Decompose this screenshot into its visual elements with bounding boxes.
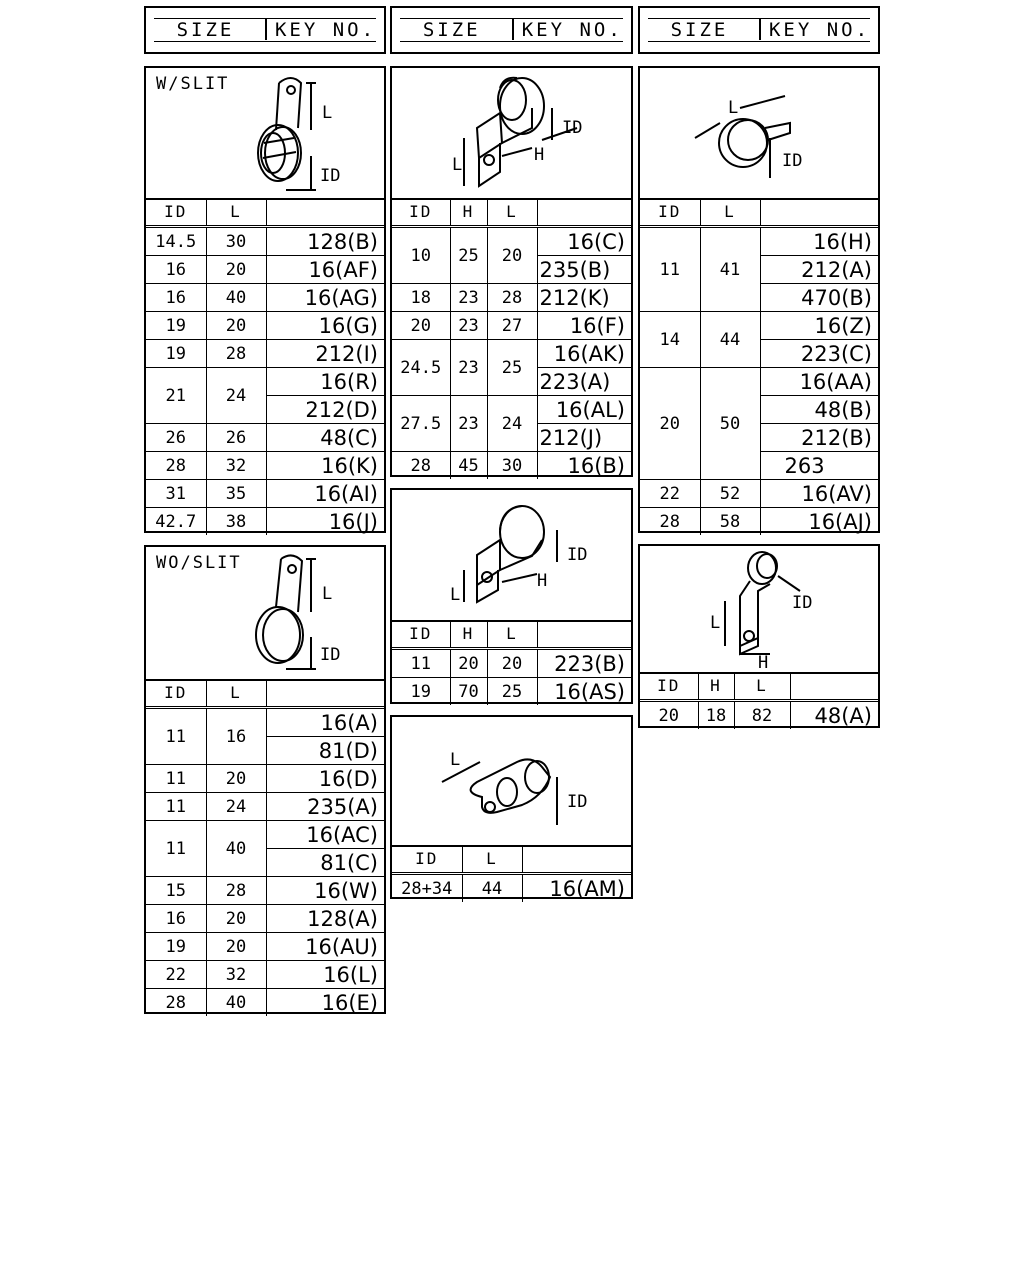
size-cell: 16 xyxy=(206,708,266,765)
key-no-cell: 48(B) xyxy=(760,396,878,424)
key-no-cell: 16(A) xyxy=(266,708,384,737)
size-cell: 23 xyxy=(450,396,487,452)
size-cell: 20 xyxy=(206,905,266,933)
size-cell: 16 xyxy=(146,284,206,312)
dim-id-label: ID xyxy=(562,118,583,138)
size-cell: 40 xyxy=(206,989,266,1017)
size-cell: 40 xyxy=(206,821,266,877)
size-cell: 22 xyxy=(146,961,206,989)
table-row xyxy=(392,312,631,340)
clip-with-slit-diagram xyxy=(146,68,384,200)
key-no-cell: 16(AF) xyxy=(266,256,384,284)
key-no-cell: 16(AV) xyxy=(760,480,878,508)
key-no-cell: 212(B) xyxy=(760,424,878,452)
dim-l-label: L xyxy=(450,585,461,605)
size-cell: 21 xyxy=(146,368,206,424)
size-cell: 32 xyxy=(206,961,266,989)
panel-bracket-clip-2 xyxy=(390,488,633,704)
table-row xyxy=(392,340,631,368)
panel-clip-without-slit xyxy=(144,545,386,1014)
table-row xyxy=(146,961,384,989)
key-no-cell: 16(Z) xyxy=(760,312,878,340)
size-cell: 11 xyxy=(146,821,206,877)
size-cell: 28 xyxy=(487,284,537,312)
size-cell: 20 xyxy=(206,933,266,961)
size-cell: 24 xyxy=(487,396,537,452)
key-no-cell: 16(AK) xyxy=(537,340,631,368)
size-cell: 45 xyxy=(450,452,487,480)
clip-without-slit-diagram xyxy=(146,547,384,681)
table-row xyxy=(640,227,878,256)
size-cell: 19 xyxy=(392,678,450,706)
dim-l-label: L xyxy=(450,750,461,770)
key-no-cell: 16(W) xyxy=(266,877,384,905)
table-row xyxy=(640,701,878,730)
key-no-cell: 48(C) xyxy=(266,424,384,452)
size-cell: 19 xyxy=(146,312,206,340)
col-key-no xyxy=(266,198,384,227)
key-no-cell: 16(L) xyxy=(266,961,384,989)
key-no-header: KEY NO. xyxy=(274,19,377,41)
key-no-cell: 16(J) xyxy=(266,508,384,536)
size-cell: 20 xyxy=(392,312,450,340)
dim-id-label: ID xyxy=(567,792,588,812)
size-cell: 27.5 xyxy=(392,396,450,452)
clip-with-slit-table xyxy=(146,198,384,535)
size-cell: 16 xyxy=(146,256,206,284)
size-cell: 18 xyxy=(698,701,734,730)
size-cell: 42.7 xyxy=(146,508,206,536)
size-cell: 44 xyxy=(700,312,760,368)
table-row xyxy=(146,284,384,312)
key-no-cell: 212(J) xyxy=(537,424,631,452)
table-row xyxy=(392,227,631,256)
key-no-cell: 16(AG) xyxy=(266,284,384,312)
table-row xyxy=(146,227,384,256)
double-clip-table xyxy=(392,845,631,902)
size-cell: 25 xyxy=(450,227,487,284)
size-cell: 30 xyxy=(206,227,266,256)
band-clip-table xyxy=(640,198,878,535)
table-row xyxy=(640,508,878,536)
col-key-no xyxy=(537,198,631,227)
clip-without-slit-table xyxy=(146,679,384,1016)
size-cell: 25 xyxy=(487,678,537,706)
size-cell: 28+34 xyxy=(392,874,462,903)
table-header-row xyxy=(392,198,631,227)
col-h: H xyxy=(698,672,734,701)
size-cell: 26 xyxy=(146,424,206,452)
size-cell: 15 xyxy=(146,877,206,905)
table-row xyxy=(146,452,384,480)
size-cell: 23 xyxy=(450,340,487,396)
key-no-cell: 16(AA) xyxy=(760,368,878,396)
size-header: SIZE xyxy=(422,19,481,41)
col-l: L xyxy=(206,679,266,708)
table-row xyxy=(392,452,631,480)
table-header-row xyxy=(392,620,631,649)
size-cell: 11 xyxy=(146,708,206,765)
key-no-cell: 16(R) xyxy=(266,368,384,396)
col-l: L xyxy=(487,620,537,649)
key-no-cell: 16(F) xyxy=(537,312,631,340)
table-row xyxy=(146,256,384,284)
double-clip-diagram xyxy=(392,717,631,847)
key-no-cell: 470(B) xyxy=(760,284,878,312)
col-id: ID xyxy=(640,198,700,227)
key-no-header: KEY NO. xyxy=(521,19,623,41)
size-cell: 28 xyxy=(146,452,206,480)
col-l: L xyxy=(487,198,537,227)
size-cell: 20 xyxy=(487,649,537,678)
table-row xyxy=(146,424,384,452)
panel-bracket-clip xyxy=(390,66,633,477)
size-cell: 22 xyxy=(640,480,700,508)
dim-id-label: ID xyxy=(782,151,803,171)
col-id: ID xyxy=(392,845,462,874)
table-row xyxy=(392,284,631,312)
table-row xyxy=(146,905,384,933)
size-cell: 19 xyxy=(146,933,206,961)
col-key-no xyxy=(790,672,878,701)
dim-h-label: H xyxy=(537,571,548,591)
table-header-row xyxy=(146,198,384,227)
table-header-row xyxy=(146,679,384,708)
size-cell: 10 xyxy=(392,227,450,284)
key-no-cell: 16(AC) xyxy=(266,821,384,849)
bracket-clip-table xyxy=(392,198,631,479)
table-row xyxy=(146,708,384,737)
size-cell: 52 xyxy=(700,480,760,508)
key-no-cell: 16(AS) xyxy=(537,678,631,706)
dim-id-label: ID xyxy=(320,645,341,665)
size-header: SIZE xyxy=(176,19,235,41)
table-row xyxy=(146,312,384,340)
key-no-cell: 16(AM) xyxy=(522,874,631,903)
key-no-cell: 81(D) xyxy=(266,737,384,765)
col-id: ID xyxy=(146,198,206,227)
key-no-cell: 16(AI) xyxy=(266,480,384,508)
size-cell: 28 xyxy=(206,340,266,368)
size-cell: 40 xyxy=(206,284,266,312)
key-no-cell: 223(A) xyxy=(537,368,631,396)
key-no-cell: 16(E) xyxy=(266,989,384,1017)
table-row xyxy=(146,793,384,821)
dim-l-label: L xyxy=(452,155,463,175)
size-cell: 23 xyxy=(450,284,487,312)
key-no-cell: 16(AJ) xyxy=(760,508,878,536)
dim-id-label: ID xyxy=(567,545,588,565)
col-id: ID xyxy=(640,672,698,701)
size-cell: 28 xyxy=(640,508,700,536)
table-row xyxy=(146,508,384,536)
key-no-cell: 128(B) xyxy=(266,227,384,256)
panel-clip-with-slit xyxy=(144,66,386,533)
panel-tall-bracket-clip xyxy=(638,544,880,728)
size-cell: 20 xyxy=(487,227,537,284)
size-cell: 25 xyxy=(487,340,537,396)
table-row xyxy=(640,368,878,396)
dim-l-label: L xyxy=(710,613,721,633)
header-col3 xyxy=(638,6,880,54)
size-cell: 16 xyxy=(146,905,206,933)
key-no-cell: 128(A) xyxy=(266,905,384,933)
key-no-cell: 16(D) xyxy=(266,765,384,793)
bracket-clip-2-diagram xyxy=(392,490,631,622)
dim-id-label: ID xyxy=(792,593,813,613)
dim-l-label: L xyxy=(728,98,739,118)
table-row xyxy=(392,678,631,706)
bracket-clip-2-table xyxy=(392,620,631,705)
col-l: L xyxy=(734,672,790,701)
table-header-row xyxy=(392,845,631,874)
col-key-no xyxy=(266,679,384,708)
table-row xyxy=(392,874,631,903)
table-row xyxy=(146,340,384,368)
size-cell: 31 xyxy=(146,480,206,508)
size-cell: 18 xyxy=(392,284,450,312)
key-no-header: KEY NO. xyxy=(768,19,871,41)
size-cell: 20 xyxy=(206,312,266,340)
key-no-cell: 235(A) xyxy=(266,793,384,821)
table-row xyxy=(640,312,878,340)
key-no-cell: 212(I) xyxy=(266,340,384,368)
dim-l-label: L xyxy=(322,584,333,604)
col-h: H xyxy=(450,620,487,649)
size-cell: 41 xyxy=(700,227,760,312)
size-cell: 30 xyxy=(487,452,537,480)
header-col1 xyxy=(144,6,386,54)
size-cell: 35 xyxy=(206,480,266,508)
key-no-cell: 16(K) xyxy=(266,452,384,480)
size-cell: 70 xyxy=(450,678,487,706)
size-cell: 14.5 xyxy=(146,227,206,256)
size-cell: 28 xyxy=(392,452,450,480)
size-cell: 28 xyxy=(206,877,266,905)
size-cell: 11 xyxy=(640,227,700,312)
col-l: L xyxy=(206,198,266,227)
col-l: L xyxy=(462,845,522,874)
table-row xyxy=(146,933,384,961)
size-header: SIZE xyxy=(670,19,729,41)
key-no-cell: 16(C) xyxy=(537,227,631,256)
tall-bracket-clip-diagram xyxy=(640,546,878,674)
col-h: H xyxy=(450,198,487,227)
size-cell: 50 xyxy=(700,368,760,480)
table-row xyxy=(392,649,631,678)
dim-h-label: H xyxy=(534,145,545,165)
col-key-no xyxy=(537,620,631,649)
size-cell: 28 xyxy=(146,989,206,1017)
tall-bracket-clip-table xyxy=(640,672,878,729)
col-key-no xyxy=(522,845,631,874)
key-no-cell: 48(A) xyxy=(790,701,878,730)
dim-l-label: L xyxy=(322,103,333,123)
key-no-cell: 223(B) xyxy=(537,649,631,678)
size-cell: 32 xyxy=(206,452,266,480)
size-cell: 20 xyxy=(640,701,698,730)
key-no-cell: 16(H) xyxy=(760,227,878,256)
size-cell: 24 xyxy=(206,368,266,424)
size-cell: 27 xyxy=(487,312,537,340)
size-cell: 20 xyxy=(450,649,487,678)
header-col2 xyxy=(390,6,633,54)
table-row xyxy=(146,821,384,849)
table-header-row xyxy=(640,672,878,701)
key-no-cell: 212(A) xyxy=(760,256,878,284)
size-cell: 20 xyxy=(206,765,266,793)
size-cell: 26 xyxy=(206,424,266,452)
key-no-cell: 235(B) xyxy=(537,256,631,284)
size-cell: 14 xyxy=(640,312,700,368)
size-cell: 20 xyxy=(640,368,700,480)
table-row xyxy=(146,368,384,396)
key-no-cell: 212(K) xyxy=(537,284,631,312)
table-header-row xyxy=(640,198,878,227)
size-cell: 38 xyxy=(206,508,266,536)
key-no-cell: 16(AU) xyxy=(266,933,384,961)
size-cell: 11 xyxy=(392,649,450,678)
col-l: L xyxy=(700,198,760,227)
band-clip-diagram xyxy=(640,68,878,200)
key-no-cell: 212(D) xyxy=(266,396,384,424)
bracket-clip-diagram xyxy=(392,68,631,200)
size-cell: 44 xyxy=(462,874,522,903)
table-row xyxy=(640,480,878,508)
size-cell: 24.5 xyxy=(392,340,450,396)
key-no-cell: 16(B) xyxy=(537,452,631,480)
size-cell: 58 xyxy=(700,508,760,536)
col-id: ID xyxy=(392,198,450,227)
size-cell: 11 xyxy=(146,765,206,793)
size-cell: 11 xyxy=(146,793,206,821)
key-no-cell: 81(C) xyxy=(266,849,384,877)
key-no-cell: 223(C) xyxy=(760,340,878,368)
key-no-cell: 263 xyxy=(760,452,878,480)
col-key-no xyxy=(760,198,878,227)
col-id: ID xyxy=(146,679,206,708)
table-row xyxy=(146,989,384,1017)
without-slit-label: WO/SLIT xyxy=(156,553,242,573)
key-no-cell: 16(G) xyxy=(266,312,384,340)
size-cell: 19 xyxy=(146,340,206,368)
table-row xyxy=(146,765,384,793)
size-cell: 20 xyxy=(206,256,266,284)
panel-double-clip xyxy=(390,715,633,899)
key-no-cell: 16(AL) xyxy=(537,396,631,424)
size-cell: 82 xyxy=(734,701,790,730)
table-row xyxy=(146,480,384,508)
size-cell: 24 xyxy=(206,793,266,821)
with-slit-label: W/SLIT xyxy=(156,74,230,94)
size-cell: 23 xyxy=(450,312,487,340)
table-row xyxy=(392,396,631,424)
panel-band-clip xyxy=(638,66,880,533)
col-id: ID xyxy=(392,620,450,649)
table-row xyxy=(146,877,384,905)
dim-id-label: ID xyxy=(320,166,341,186)
dim-h-label: H xyxy=(758,653,769,672)
